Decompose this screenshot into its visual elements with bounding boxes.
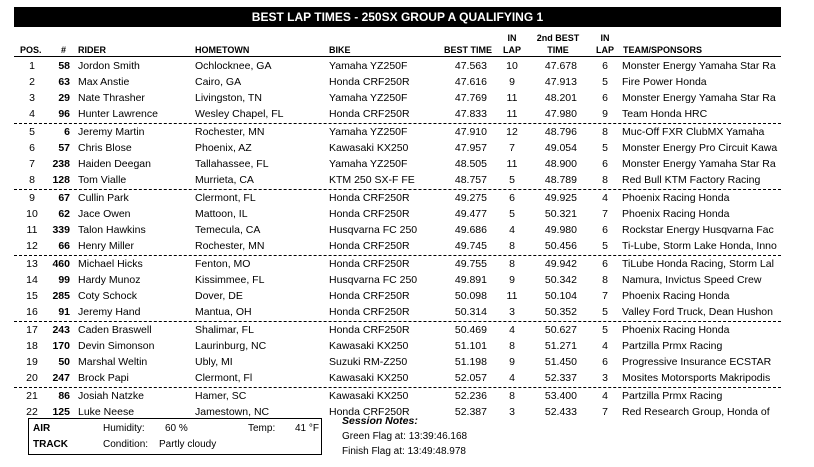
cell-hometown: Laurinburg, NC: [195, 340, 267, 352]
cell-second-best-lap-number: 8: [602, 126, 608, 138]
cell-rider-name: Nate Thrasher: [78, 92, 145, 104]
results-table: [14, 58, 781, 418]
cell-second-best-lap-number: 6: [602, 258, 608, 270]
cell-position: 17: [26, 324, 38, 336]
cell-rider-name: Marshal Weltin: [78, 356, 148, 368]
pos-header: POS.: [20, 45, 42, 55]
cell-team-sponsors: Monster Energy Yamaha Star Ra: [622, 60, 776, 72]
cell-best-time: 49.745: [454, 240, 487, 252]
cell-best-time: 47.833: [454, 108, 487, 120]
cell-best-time: 49.891: [454, 274, 487, 286]
cell-position: 16: [26, 306, 38, 318]
cell-bike: Husqvarna FC 250: [329, 274, 418, 286]
cell-best-lap-number: 9: [509, 76, 515, 88]
cell-team-sponsors: Valley Ford Truck, Dean Hushon: [622, 306, 773, 318]
cell-team-sponsors: Mosites Motorsports Makripodis: [622, 372, 771, 384]
cell-second-best-time: 50.104: [544, 290, 577, 302]
cell-number: 339: [52, 224, 70, 236]
table-row: [14, 354, 781, 370]
cell-rider-name: Coty Schock: [78, 290, 137, 302]
cell-second-best-lap-number: 4: [602, 340, 608, 352]
cell-best-lap-number: 4: [509, 324, 515, 336]
cell-rider-name: Henry Miller: [78, 240, 135, 252]
cell-second-best-time: 50.627: [544, 324, 577, 336]
cell-best-time: 47.563: [454, 60, 487, 72]
cell-number: 128: [52, 174, 70, 186]
cell-bike: Honda CRF250R: [329, 258, 410, 270]
table-row: [14, 156, 781, 172]
cell-best-lap-number: 9: [509, 356, 515, 368]
cell-number: 125: [52, 406, 70, 418]
cell-hometown: Rochester, MN: [195, 126, 265, 138]
cell-rider-name: Cullin Park: [78, 192, 129, 204]
cell-team-sponsors: Monster Energy Yamaha Star Ra: [622, 158, 776, 170]
table-row: [14, 90, 781, 106]
cell-hometown: Tallahassee, FL: [195, 158, 269, 170]
cell-best-time: 52.057: [454, 372, 487, 384]
cell-team-sponsors: Muc-Off FXR ClubMX Yamaha: [622, 126, 765, 138]
cell-rider-name: Luke Neese: [78, 406, 135, 418]
cell-rider-name: Jeremy Hand: [78, 306, 141, 318]
cell-rider-name: Jordon Smith: [78, 60, 140, 72]
cell-number: 243: [52, 324, 70, 336]
cell-second-best-lap-number: 8: [602, 174, 608, 186]
green-flag-time: Green Flag at: 13:39:46.168: [342, 431, 468, 442]
cell-best-lap-number: 5: [509, 174, 515, 186]
cell-position: 8: [29, 174, 35, 186]
cell-second-best-time: 52.337: [544, 372, 577, 384]
cell-team-sponsors: Phoenix Racing Honda: [622, 290, 730, 302]
table-row: [14, 206, 781, 222]
cell-best-time: 50.098: [454, 290, 487, 302]
cell-best-lap-number: 8: [509, 240, 515, 252]
cell-number: 99: [58, 274, 70, 286]
cell-team-sponsors: Phoenix Racing Honda: [622, 192, 730, 204]
cell-team-sponsors: Red Research Group, Honda of: [622, 406, 770, 418]
cell-second-best-lap-number: 6: [602, 158, 608, 170]
cell-second-best-lap-number: 7: [602, 406, 608, 418]
cell-best-time: 49.755: [454, 258, 487, 270]
cell-position: 5: [29, 126, 35, 138]
cell-team-sponsors: Ti-Lube, Storm Lake Honda, Inno: [622, 240, 777, 252]
cell-position: 11: [26, 224, 38, 236]
cell-bike: Kawasaki KX250: [329, 142, 409, 154]
in-lap2-header-top: IN: [600, 33, 610, 43]
cell-best-time: 50.314: [454, 306, 487, 318]
cell-bike: Husqvarna FC 250: [329, 224, 418, 236]
cell-bike: Yamaha YZ250F: [329, 126, 408, 138]
cell-second-best-time: 47.913: [544, 76, 577, 88]
cell-number: 170: [52, 340, 70, 352]
cell-best-lap-number: 12: [506, 126, 518, 138]
cell-team-sponsors: Team Honda HRC: [622, 108, 708, 120]
cell-number: 6: [64, 126, 70, 138]
cell-second-best-lap-number: 9: [602, 108, 608, 120]
table-row: [14, 222, 781, 238]
table-row: [14, 370, 781, 386]
cell-hometown: Wesley Chapel, FL: [195, 108, 284, 120]
cell-number: 86: [58, 390, 70, 402]
cell-team-sponsors: Fire Power Honda: [622, 76, 707, 88]
cell-hometown: Kissimmee, FL: [195, 274, 265, 286]
bike-header: BIKE: [329, 45, 351, 55]
finish-flag-time: Finish Flag at: 13:49:48.978: [342, 446, 466, 457]
cell-position: 4: [29, 108, 35, 120]
cell-number: 67: [58, 192, 70, 204]
cell-rider-name: Haiden Deegan: [78, 158, 151, 170]
cell-second-best-time: 49.054: [544, 142, 577, 154]
cell-bike: Honda CRF250R: [329, 324, 410, 336]
cell-second-best-lap-number: 3: [602, 372, 608, 384]
cell-bike: Kawasaki KX250: [329, 372, 409, 384]
cell-best-time: 49.686: [454, 224, 487, 236]
cell-hometown: Mantua, OH: [195, 306, 252, 318]
table-row: [14, 140, 781, 156]
cell-rider-name: Hardy Munoz: [78, 274, 141, 286]
cell-team-sponsors: Partzilla Prmx Racing: [622, 340, 723, 352]
cell-second-best-time: 48.900: [544, 158, 577, 170]
cell-position: 10: [26, 208, 38, 220]
cell-hometown: Jamestown, NC: [195, 406, 270, 418]
cell-second-best-lap-number: 5: [602, 76, 608, 88]
cell-second-best-lap-number: 7: [602, 290, 608, 302]
cell-best-time: 47.616: [454, 76, 487, 88]
cell-best-time: 51.198: [454, 356, 487, 368]
condition-label: Condition:: [103, 439, 149, 450]
in-lap-header-bottom: LAP: [503, 45, 521, 55]
table-row: [14, 106, 781, 122]
table-row: [14, 256, 781, 272]
table-row: [14, 190, 781, 206]
session-notes-title: Session Notes:: [342, 415, 418, 427]
cell-bike: Yamaha YZ250F: [329, 60, 408, 72]
table-row: [14, 322, 781, 338]
cell-bike: Honda CRF250R: [329, 192, 410, 204]
cell-team-sponsors: Rockstar Energy Husqvarna Fac: [622, 224, 774, 236]
cell-team-sponsors: Partzilla Prmx Racing: [622, 390, 723, 402]
cell-best-lap-number: 11: [506, 108, 518, 120]
cell-number: 238: [52, 158, 70, 170]
cell-best-time: 47.910: [454, 126, 487, 138]
cell-hometown: Shalimar, FL: [195, 324, 254, 336]
cell-second-best-time: 48.796: [544, 126, 577, 138]
cell-best-lap-number: 4: [509, 224, 515, 236]
cell-team-sponsors: Monster Energy Pro Circuit Kawa: [622, 142, 778, 154]
cell-second-best-lap-number: 4: [602, 390, 608, 402]
cell-rider-name: Hunter Lawrence: [78, 108, 158, 120]
best-time-header: BEST TIME: [444, 45, 493, 55]
air-label: AIR: [33, 423, 51, 434]
cell-team-sponsors: Monster Energy Yamaha Star Ra: [622, 92, 776, 104]
cell-team-sponsors: Phoenix Racing Honda: [622, 208, 730, 220]
cell-best-time: 52.236: [454, 390, 487, 402]
cell-best-lap-number: 3: [509, 406, 515, 418]
cell-position: 14: [26, 274, 38, 286]
cell-second-best-time: 47.678: [544, 60, 577, 72]
table-row: [14, 172, 781, 188]
cell-bike: Honda CRF250R: [329, 76, 410, 88]
cell-team-sponsors: TiLube Honda Racing, Storm Lal: [622, 258, 774, 270]
cell-best-lap-number: 7: [509, 142, 515, 154]
table-row: [14, 272, 781, 288]
cell-bike: Honda CRF250R: [329, 108, 410, 120]
cell-rider-name: Josiah Natzke: [78, 390, 144, 402]
cell-best-lap-number: 3: [509, 306, 515, 318]
cell-position: 6: [29, 142, 35, 154]
cell-team-sponsors: Namura, Invictus Speed Crew: [622, 274, 762, 286]
cell-bike: Honda CRF250R: [329, 208, 410, 220]
cell-second-best-time: 48.201: [544, 92, 577, 104]
cell-best-lap-number: 8: [509, 390, 515, 402]
cell-best-time: 48.505: [454, 158, 487, 170]
cell-number: 62: [58, 208, 70, 220]
cell-bike: Suzuki RM-Z250: [329, 356, 408, 368]
cell-second-best-time: 48.789: [544, 174, 577, 186]
cell-rider-name: Tom Vialle: [78, 174, 127, 186]
session-notes: [342, 414, 467, 459]
cell-rider-name: Chris Blose: [78, 142, 132, 154]
cell-best-time: 49.275: [454, 192, 487, 204]
cell-hometown: Fenton, MO: [195, 258, 251, 270]
table-row: [14, 238, 781, 254]
cell-best-lap-number: 8: [509, 258, 515, 270]
cell-rider-name: Jeremy Martin: [78, 126, 145, 138]
table-row: [14, 58, 781, 74]
cell-best-time: 52.387: [454, 406, 487, 418]
weather-box: [28, 418, 322, 455]
cell-number: 96: [58, 108, 70, 120]
second-best-header-bottom: TIME: [547, 45, 569, 55]
cell-position: 9: [29, 192, 35, 204]
cell-second-best-time: 51.450: [544, 356, 577, 368]
temp-value: 41 °F: [295, 423, 320, 434]
cell-number: 91: [58, 306, 70, 318]
cell-hometown: Ochlocknee, GA: [195, 60, 272, 72]
cell-second-best-lap-number: 5: [602, 142, 608, 154]
cell-bike: Honda CRF250R: [329, 240, 410, 252]
number-header: #: [61, 45, 67, 55]
cell-bike: Honda CRF250R: [329, 290, 410, 302]
cell-rider-name: Jace Owen: [78, 208, 131, 220]
cell-best-time: 50.469: [454, 324, 487, 336]
cell-number: 66: [58, 240, 70, 252]
table-row: [14, 338, 781, 354]
condition-value: Partly cloudy: [159, 439, 217, 450]
cell-bike: Yamaha YZ250F: [329, 158, 408, 170]
humidity-label: Humidity:: [103, 423, 145, 434]
cell-position: 3: [29, 92, 35, 104]
cell-team-sponsors: Phoenix Racing Honda: [622, 324, 730, 336]
header-divider: [14, 56, 781, 57]
track-label: TRACK: [33, 439, 68, 450]
rider-header: RIDER: [78, 45, 107, 55]
cell-rider-name: Talon Hawkins: [78, 224, 146, 236]
cell-number: 29: [58, 92, 70, 104]
cell-second-best-time: 50.352: [544, 306, 577, 318]
table-row: [14, 124, 781, 140]
cell-rider-name: Max Anstie: [78, 76, 130, 88]
cell-hometown: Hamer, SC: [195, 390, 247, 402]
cell-best-lap-number: 11: [506, 158, 518, 170]
cell-hometown: Temecula, CA: [195, 224, 261, 236]
cell-second-best-time: 53.400: [544, 390, 577, 402]
cell-team-sponsors: Red Bull KTM Factory Racing: [622, 174, 761, 186]
cell-rider-name: Brock Papi: [78, 372, 129, 384]
cell-bike: Honda CRF250R: [329, 306, 410, 318]
second-best-header-top: 2nd BEST: [536, 33, 580, 43]
cell-second-best-lap-number: 6: [602, 356, 608, 368]
cell-number: 57: [58, 142, 70, 154]
cell-best-lap-number: 11: [506, 92, 518, 104]
cell-position: 2: [29, 76, 35, 88]
team-header: TEAM/SPONSORS: [623, 45, 703, 55]
cell-bike: Yamaha YZ250F: [329, 92, 408, 104]
table-row: [14, 388, 781, 404]
cell-number: 50: [58, 356, 70, 368]
cell-rider-name: Michael Hicks: [78, 258, 143, 270]
cell-best-lap-number: 11: [506, 290, 518, 302]
cell-hometown: Mattoon, IL: [195, 208, 248, 220]
in-lap-header-top: IN: [507, 33, 517, 43]
cell-position: 15: [26, 290, 38, 302]
cell-second-best-time: 52.433: [544, 406, 577, 418]
cell-second-best-lap-number: 5: [602, 240, 608, 252]
cell-best-time: 47.957: [454, 142, 487, 154]
cell-position: 22: [26, 406, 38, 418]
cell-position: 21: [26, 390, 38, 402]
cell-best-lap-number: 5: [509, 208, 515, 220]
cell-position: 13: [26, 258, 38, 270]
humidity-value: 60 %: [165, 423, 188, 434]
cell-hometown: Livingston, TN: [195, 92, 262, 104]
cell-hometown: Clermont, Fl: [195, 372, 253, 384]
cell-position: 20: [26, 372, 38, 384]
table-row: [14, 288, 781, 304]
cell-number: 63: [58, 76, 70, 88]
cell-second-best-lap-number: 6: [602, 224, 608, 236]
cell-second-best-lap-number: 4: [602, 192, 608, 204]
cell-position: 7: [29, 158, 35, 170]
cell-bike: Kawasaki KX250: [329, 390, 409, 402]
cell-rider-name: Caden Braswell: [78, 324, 152, 336]
results-title: BEST LAP TIMES - 250SX GROUP A QUALIFYING 1: [14, 7, 781, 27]
cell-team-sponsors: Progressive Insurance ECSTAR: [622, 356, 772, 368]
cell-position: 19: [26, 356, 38, 368]
cell-second-best-lap-number: 8: [602, 274, 608, 286]
cell-best-lap-number: 8: [509, 340, 515, 352]
cell-number: 58: [58, 60, 70, 72]
cell-best-lap-number: 10: [506, 60, 518, 72]
cell-bike: Kawasaki KX250: [329, 340, 409, 352]
table-row: [14, 74, 781, 90]
cell-second-best-time: 49.925: [544, 192, 577, 204]
cell-second-best-lap-number: 6: [602, 60, 608, 72]
cell-best-lap-number: 6: [509, 192, 515, 204]
cell-number: 460: [52, 258, 70, 270]
cell-position: 1: [29, 60, 35, 72]
cell-number: 285: [52, 290, 70, 302]
cell-best-lap-number: 9: [509, 274, 515, 286]
cell-hometown: Phoenix, AZ: [195, 142, 252, 154]
cell-bike: KTM 250 SX-F FE: [329, 174, 415, 186]
cell-rider-name: Devin Simonson: [78, 340, 155, 352]
table-row: [14, 304, 781, 320]
cell-second-best-lap-number: 5: [602, 324, 608, 336]
cell-second-best-time: 47.980: [544, 108, 577, 120]
cell-second-best-time: 50.456: [544, 240, 577, 252]
cell-best-time: 47.769: [454, 92, 487, 104]
hometown-header: HOMETOWN: [195, 45, 250, 55]
cell-second-best-time: 50.342: [544, 274, 577, 286]
cell-second-best-time: 50.321: [544, 208, 577, 220]
cell-best-time: 51.101: [454, 340, 487, 352]
cell-second-best-time: 49.942: [544, 258, 577, 270]
cell-hometown: Murrieta, CA: [195, 174, 254, 186]
cell-second-best-lap-number: 5: [602, 306, 608, 318]
cell-hometown: Rochester, MN: [195, 240, 265, 252]
cell-position: 18: [26, 340, 38, 352]
cell-bike: Honda CRF250R: [329, 406, 410, 418]
cell-best-time: 48.757: [454, 174, 487, 186]
cell-hometown: Ubly, MI: [195, 356, 233, 368]
cell-best-time: 49.477: [454, 208, 487, 220]
cell-hometown: Clermont, FL: [195, 192, 256, 204]
temp-label: Temp:: [248, 423, 276, 434]
cell-second-best-lap-number: 6: [602, 92, 608, 104]
cell-second-best-time: 49.980: [544, 224, 577, 236]
cell-best-lap-number: 4: [509, 372, 515, 384]
cell-position: 12: [26, 240, 38, 252]
cell-second-best-lap-number: 7: [602, 208, 608, 220]
cell-hometown: Dover, DE: [195, 290, 243, 302]
cell-hometown: Cairo, GA: [195, 76, 242, 88]
cell-number: 247: [52, 372, 70, 384]
cell-second-best-time: 51.271: [544, 340, 577, 352]
in-lap2-header-bottom: LAP: [596, 45, 614, 55]
